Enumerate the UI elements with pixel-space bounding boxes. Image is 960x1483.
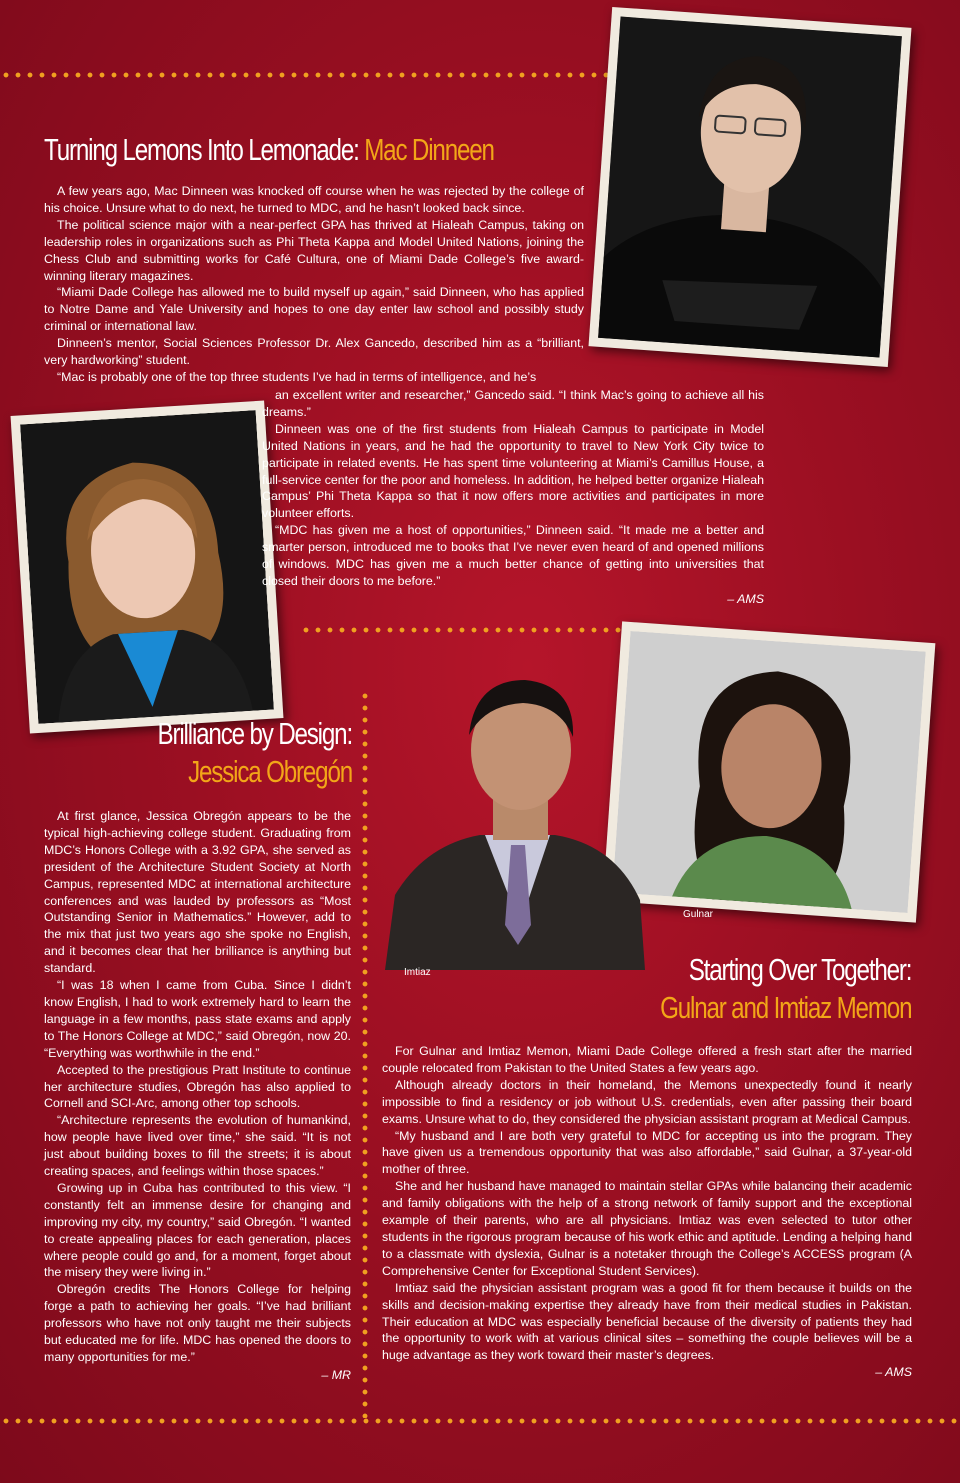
article-paragraph: She and her husband have managed to maintain stellar GPAs while balancing their academic and family obligations with the help of a strong network of family support and the exceptional example of their parents, who are all physicians. Imtiaz was even selected to tutor other students in the rigorous program because of his work ethic and aptitude. Lending a helping hand to a classmate with dyslexia, Gulnar is a notetaker through the College’s ACCESS program (A Comprehensive Center for Exceptional Student Services). [382, 1179, 912, 1278]
article-paragraph: “MDC has given me a host of opportunities,” Dinneen said. “It made me a better and smarter person, introduced me to books that I’ve never even heard of and opened millions of windows. MDC has given me a much better chance of getting into universities that closed their doors to me before.” [262, 523, 764, 588]
middle-dotted-rule [300, 627, 622, 633]
mac-dinneen-body-upper [44, 183, 584, 386]
bottom-dotted-rule [0, 1418, 960, 1424]
headline-name: Gulnar and Imtiaz Memon [660, 990, 912, 1025]
gulnar-imtiaz-body [382, 1043, 912, 1364]
article-paragraph: Although already doctors in their homeland, the Memons unexpectedly found it nearly impossible to find a residency or job without U.S. credentials, even after passing their board exams. Unsure what to do, they considered the physician assistant program at Medical Campus. [382, 1077, 912, 1126]
jessica-obregon-body [44, 808, 351, 1366]
gulnar-imtiaz-headline [512, 951, 911, 1027]
gulnar-imtiaz-credit: – AMS [875, 1365, 912, 1379]
article-paragraph: Obregón credits The Honors College for helping forge a path to achieving her goals. “I’ve had brilliant professors who have not only taught me their subjects but educated me for life. MDC has opened the doors to many opportunities for me.” [44, 1282, 351, 1364]
headline-prefix: Turning Lemons Into Lemonade: [44, 132, 365, 167]
headline-name: Jessica Obregón [188, 754, 352, 789]
gulnar-memon-photo [603, 621, 936, 922]
article-paragraph: “Mac is probably one of the top three students I’ve had in terms of intelligence, and he’s [57, 369, 537, 384]
article-paragraph: Dinneen’s mentor, Social Sciences Professor Dr. Alex Gancedo, described him as a “brilliant, very hardworking” student. [44, 336, 584, 368]
article-paragraph: A few years ago, Mac Dinneen was knocked off course when he was rejected by the college of his choice. Unsure what to do next, he turned to MDC, and he hasn’t looked back since. [44, 184, 584, 215]
mac-dinneen-photo [589, 7, 912, 367]
gulnar-caption: Gulnar [683, 909, 714, 920]
mac-dinneen-credit: – AMS [727, 592, 764, 606]
article-paragraph: Accepted to the prestigious Pratt Institute to continue her architecture studies, Obregón has also applied to Cornell and SCI-Arc, among other top schools. [44, 1062, 351, 1111]
article-paragraph: Imtiaz said the physician assistant program was a good fit for them because it builds on the skills and decision-making expertise they already have from their medical studies in Pakistan. Their education at MDC was especially beneficial because of the diversity of patients they had the opportunity to work with at various clinical sites – something the couple believes will be a huge advantage as they work toward their master’s degrees. [382, 1280, 912, 1363]
article-paragraph: “Architecture represents the evolution of humankind, how people have lived over time,” she said. “It is not just about building boxes to fill the streets; it is about creating spaces, and feelings within those spaces.” [44, 1113, 351, 1179]
top-dotted-rule [0, 72, 620, 78]
jessica-obregon-credit: – MR [321, 1368, 351, 1382]
article-paragraph: The political science major with a near-perfect GPA has thrived at Hialeah Campus, taking on leadership roles in organizations such as Phi Theta Kappa and Model United Nations, joining the Chess Club and submitting works for Café Cultura, one of Miami Dade College’s five award-winning literary magazines. [44, 217, 584, 283]
article-paragraph: Dinneen was one of the first students from Hialeah Campus to participate in Model United Nations in years, and he had the opportunity to travel to New York City twice to participate in related events. He has spent time volunteering at Miami’s Camillus House, a full-service center for the poor and homeless. In addition, he helped better organize Hialeah Campus’ Phi Theta Kappa so that it now offers more activities and participates in more volunteer efforts. [262, 421, 764, 521]
vertical-dotted-rule [362, 690, 368, 1418]
article-paragraph: “My husband and I are both very grateful to MDC for accepting us into the program. They have given us a tremendous opportunity that was also affordable,” said Gulnar, a 37-year-old mother of three. [382, 1128, 912, 1177]
article-paragraph: Growing up in Cuba has contributed to this view. “I constantly felt an immense desire for changing and improving my city, my country,” said Obregón. “I wanted to create appealing places for each generation, places where people could go and, for a moment, forget about the misery they were living in.” [44, 1180, 351, 1280]
article-paragraph: “I was 18 when I came from Cuba. Since I didn’t know English, I had to work extremely hard to learn the language in a few months, pass state exams and apply to The Honors College at MDC,” said Obregón, now 20. “Everything was worthwhile in the end.” [44, 978, 351, 1060]
article-paragraph: For Gulnar and Imtiaz Memon, Miami Dade College offered a fresh start after the married couple relocated from Pakistan to the United States a few years ago. [382, 1044, 912, 1075]
headline-line1: Brilliance by Design: [157, 716, 352, 751]
imtiaz-caption: Imtiaz [404, 967, 431, 978]
mac-dinneen-body-lower [262, 387, 764, 590]
jessica-obregon-photo [11, 401, 284, 734]
article-paragraph: an excellent writer and researcher,” Gancedo said. “I think Mac’s going to achieve all his dreams.” [262, 388, 764, 419]
headline-name: Mac Dinneen [364, 132, 494, 167]
jessica-obregon-headline [40, 715, 352, 791]
mac-dinneen-headline [44, 132, 494, 168]
imtiaz-memon-photo [385, 665, 645, 970]
article-paragraph: “Miami Dade College has allowed me to build myself up again,” said Dinneen, who has applied to Notre Dame and Yale University and hopes to one day enter law school and possibly study criminal or international law. [44, 285, 584, 334]
headline-line1: Starting Over Together: [688, 952, 912, 987]
article-paragraph: At first glance, Jessica Obregón appears to be the typical high-achieving college student. Graduating from MDC’s Honors College with a 3.92 GPA, she served as president of the Architecture Student Society at North Campus, represented MDC at international architecture conferences and was lauded by professors as “Most Outstanding Senior in Mathematics.” However, add to the mix that just two years ago she spoke no English, and it becomes clear that her brilliance is anything but standard. [44, 809, 351, 976]
